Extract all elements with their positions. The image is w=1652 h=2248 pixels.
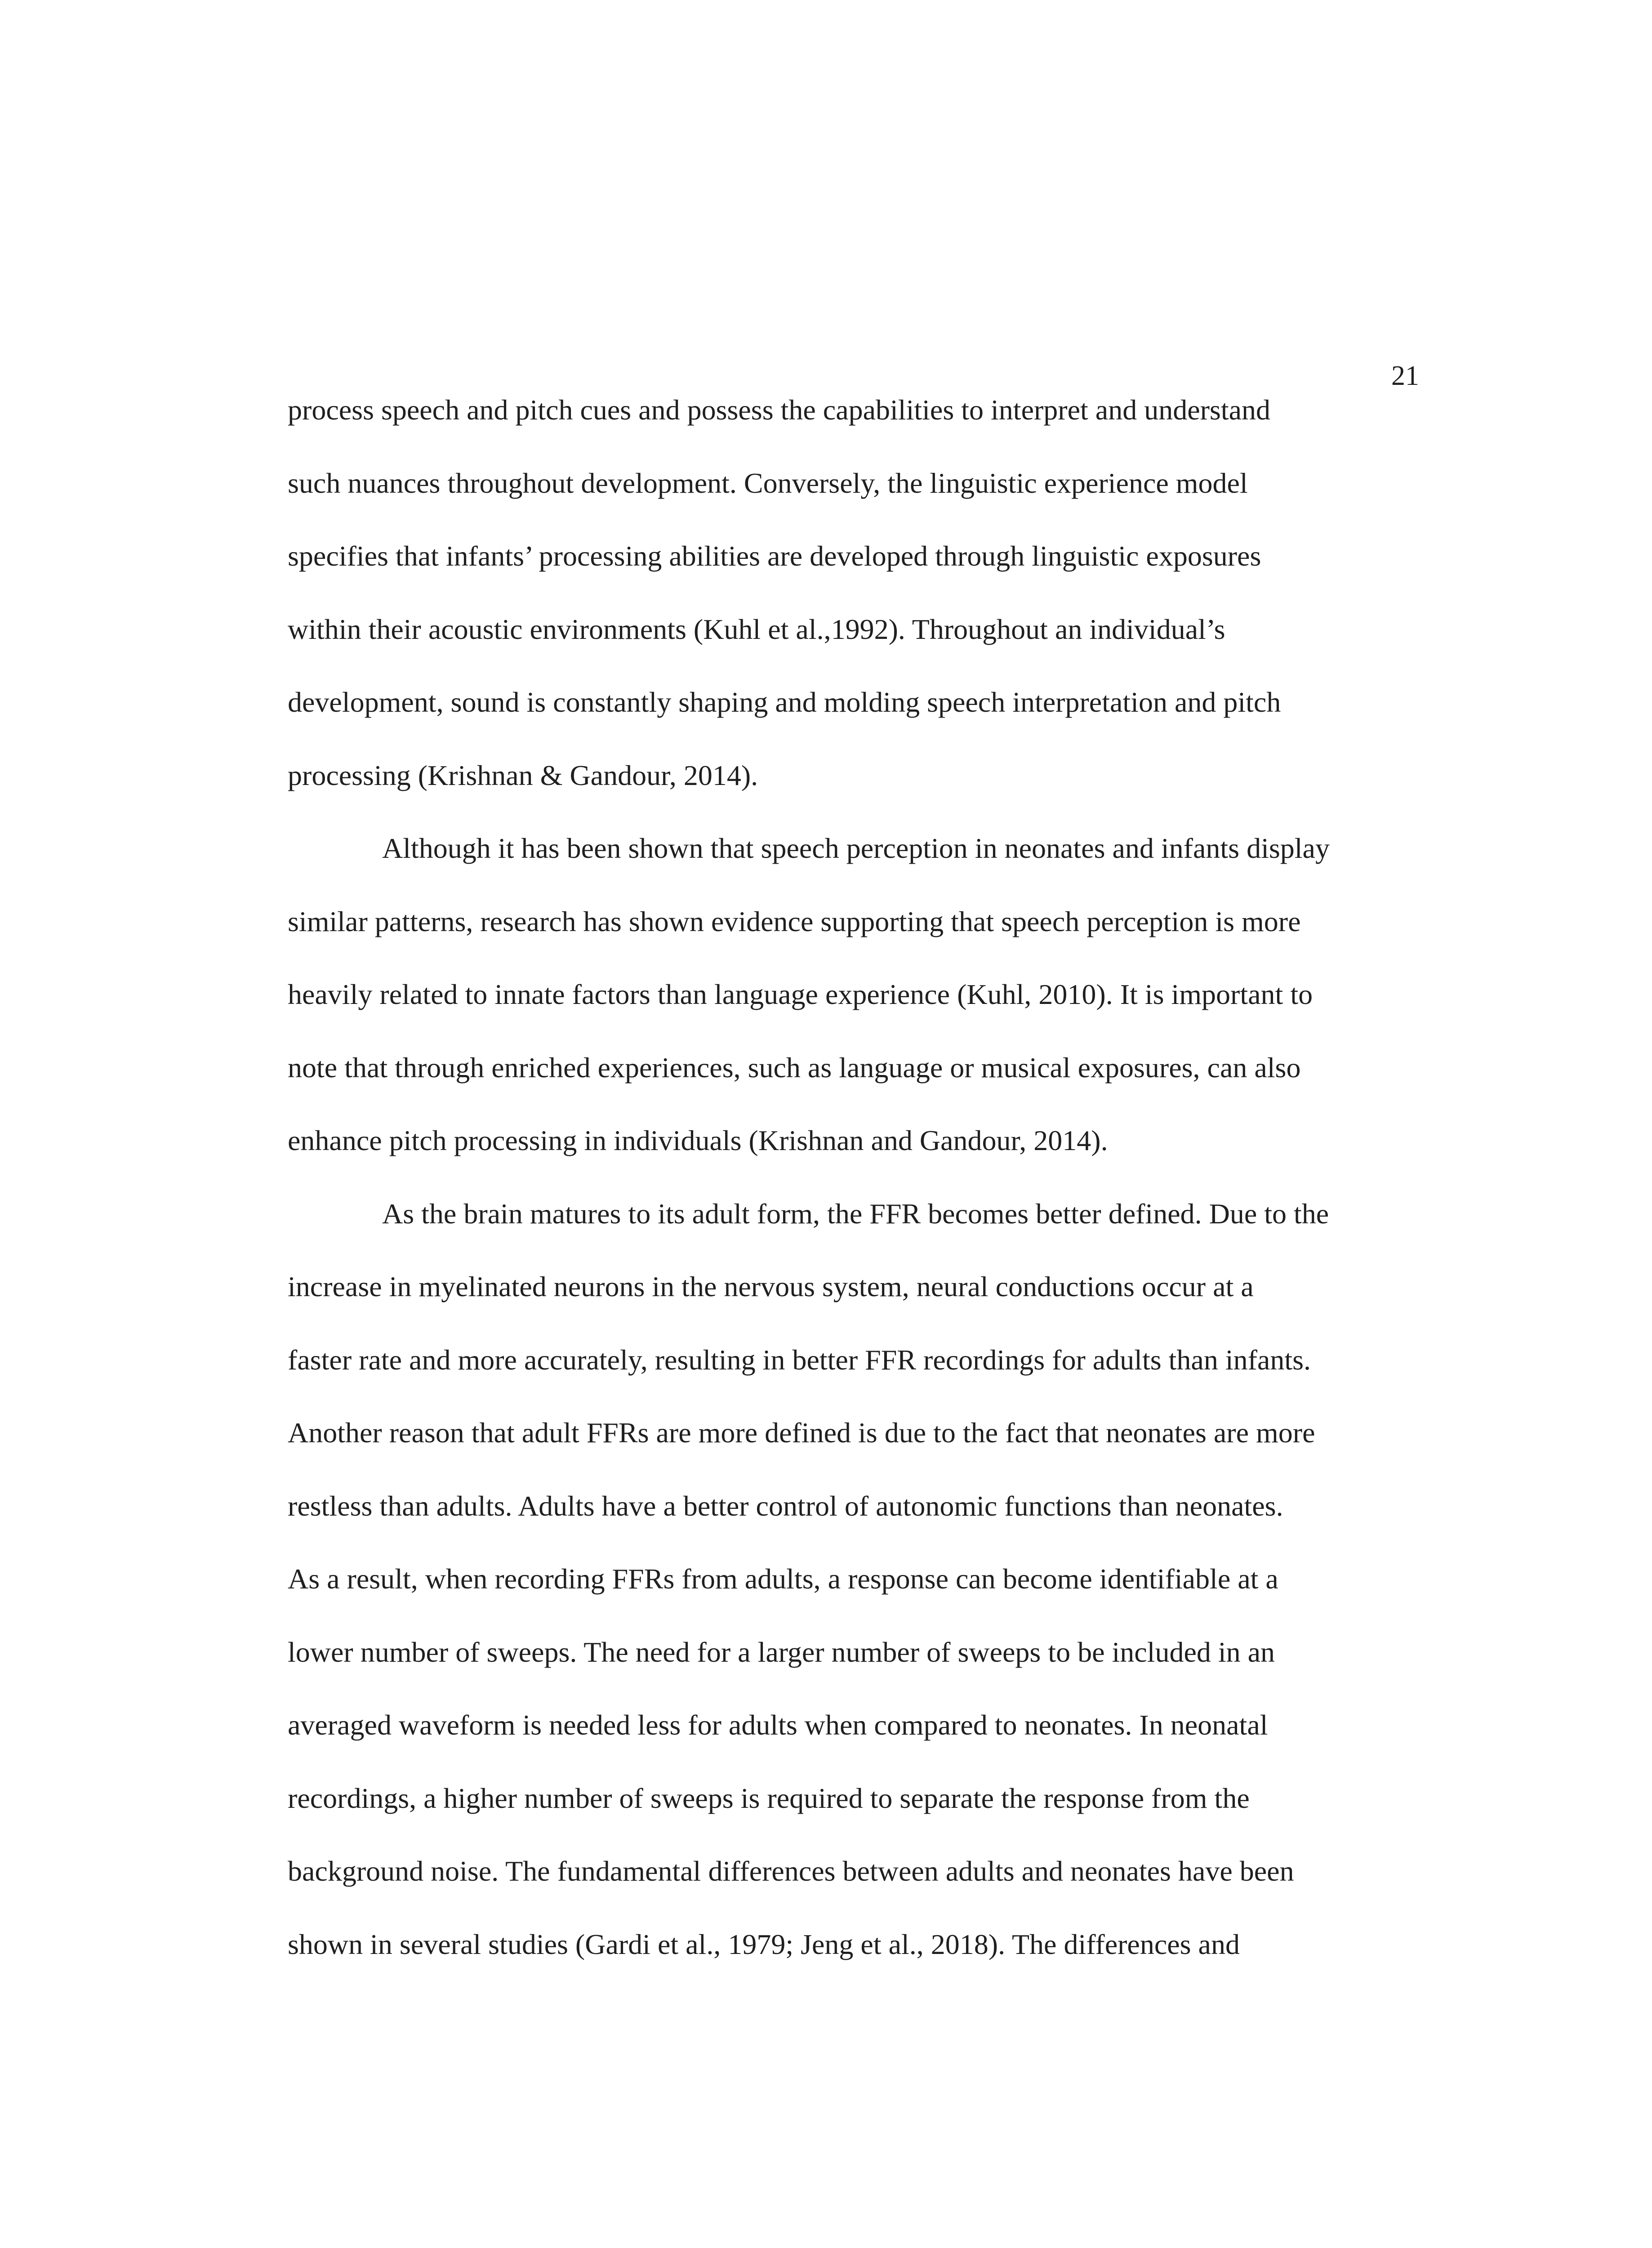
text-line: lower number of sweeps. The need for a larger number of sweeps to be included in an — [288, 1636, 1275, 1668]
text-line: As a result, when recording FFRs from adults, a response can become identifiable at a — [288, 1563, 1278, 1595]
text-line: heavily related to innate factors than language experience (Kuhl, 2010). It is important to — [288, 978, 1313, 1010]
text-line: Another reason that adult FFRs are more defined is due to the fact that neonates are more — [288, 1417, 1315, 1449]
text-line: note that through enriched experiences, such as language or musical exposures, can also — [288, 1051, 1301, 1084]
text-line: such nuances throughout development. Conversely, the linguistic experience model — [288, 467, 1248, 499]
text-line: development, sound is constantly shaping and molding speech interpretation and pitch — [288, 686, 1281, 718]
text-line: processing (Krishnan & Gandour, 2014). — [288, 759, 758, 791]
text-line: within their acoustic environments (Kuhl et al.,1992). Throughout an individual’s — [288, 613, 1225, 645]
text-line: shown in several studies (Gardi et al., 1979; Jeng et al., 2018). The differences and — [288, 1928, 1240, 1960]
text-line: specifies that infants’ processing abilities are developed through linguistic exposures — [288, 540, 1261, 572]
text-line: background noise. The fundamental differences between adults and neonates have been — [288, 1855, 1294, 1887]
page-number: 21 — [1391, 361, 1419, 391]
text-line: restless than adults. Adults have a better control of autonomic functions than neonates. — [288, 1490, 1283, 1522]
text-line: similar patterns, research has shown evidence supporting that speech perception is more — [288, 905, 1301, 937]
text-line: increase in myelinated neurons in the nervous system, neural conductions occur at a — [288, 1271, 1254, 1302]
text-line: averaged waveform is needed less for adults when compared to neonates. In neonatal — [288, 1709, 1268, 1741]
text-line: faster rate and more accurately, resulting in better FFR recordings for adults than infants. — [288, 1343, 1311, 1376]
text-line: process speech and pitch cues and possess the capabilities to interpret and understand — [288, 394, 1270, 426]
text-line: recordings, a higher number of sweeps is required to separate the response from the — [288, 1782, 1250, 1814]
paragraph-first-line: Although it has been shown that speech perception in neonates and infants display — [382, 832, 1330, 864]
body-text — [288, 396, 1434, 2003]
paragraph-first-line: As the brain matures to its adult form, the FFR becomes better defined. Due to the — [382, 1197, 1329, 1230]
text-line: enhance pitch processing in individuals (Krishnan and Gandour, 2014). — [288, 1124, 1108, 1156]
